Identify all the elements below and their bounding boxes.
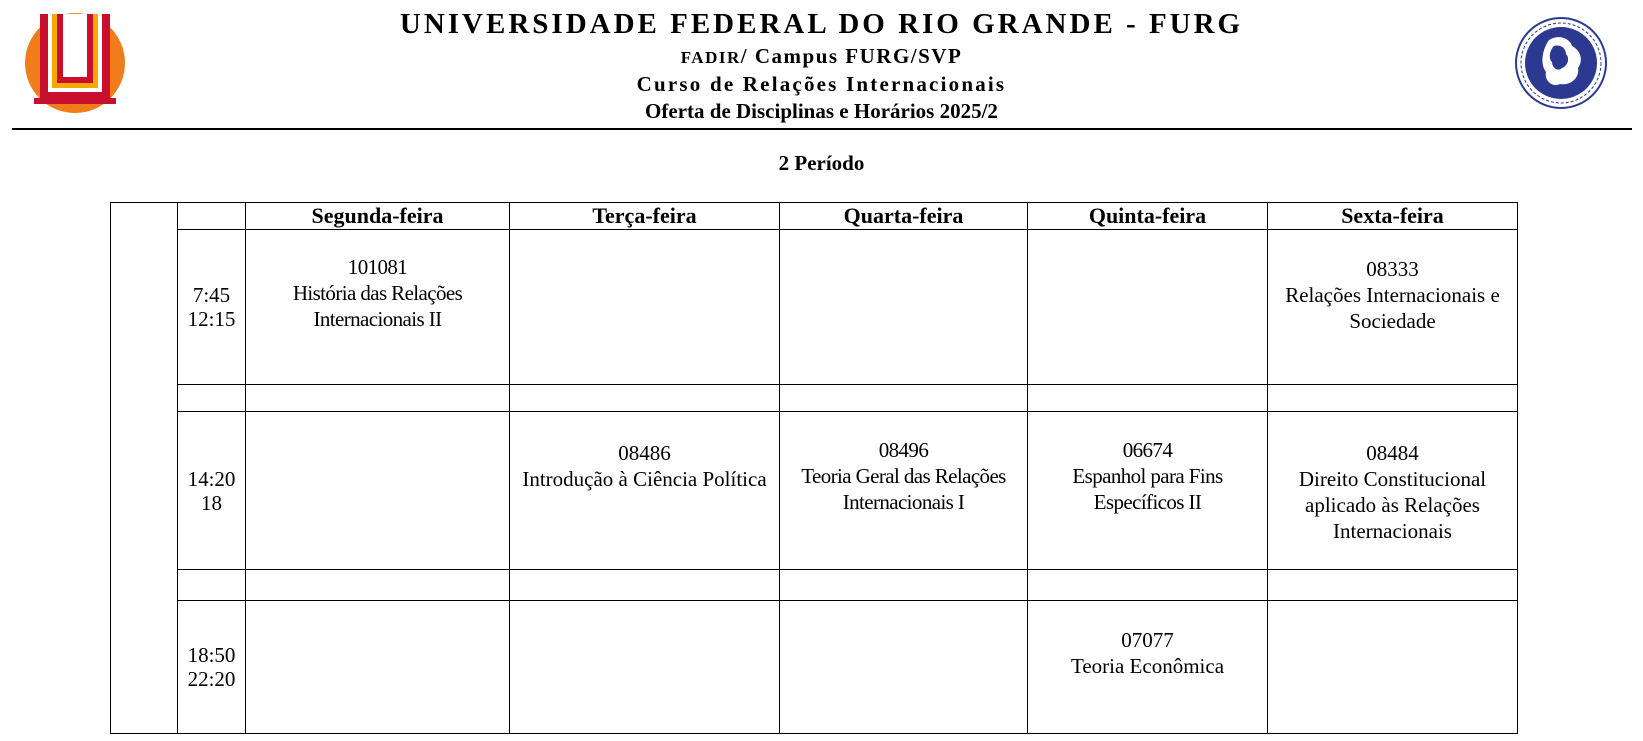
course-cell [780, 412, 1028, 570]
course-code: 08333 [1366, 257, 1419, 281]
course-name: Relações Internacionais e Sociedade [1285, 283, 1500, 333]
course-cell [510, 230, 780, 385]
time-end: 22:20 [187, 667, 236, 691]
course-name: História das Relações Internacionais II [292, 281, 463, 331]
campus-line [0, 44, 1643, 69]
course-cell [246, 412, 510, 570]
time-end: 18 [201, 490, 222, 515]
course-cell [246, 601, 510, 734]
day-header: Quarta-feira [780, 203, 1028, 230]
course-code: 06674 [1122, 438, 1173, 462]
time-start: 7:45 [192, 283, 231, 307]
course-code: 08484 [1366, 441, 1419, 465]
course-cell [246, 230, 510, 385]
spacer-row [111, 570, 1518, 601]
course-name: Teoria Econômica [1070, 654, 1225, 678]
course-code: 08496 [878, 438, 929, 462]
course-cell [1028, 412, 1268, 570]
offer-title: Oferta de Disciplinas e Horários 2025/2 [645, 99, 998, 123]
header-row [111, 203, 1518, 230]
campus-rest: / Campus FURG/SVP [740, 44, 963, 68]
course-title: Curso de Relações Internacionais [636, 72, 1007, 96]
slot-row-evening [111, 601, 1518, 734]
course-cell [1028, 601, 1268, 734]
day-header: Terça-feira [510, 203, 780, 230]
schedule-table [110, 202, 1518, 734]
course-code: 07077 [1121, 628, 1174, 652]
day-header: Segunda-feira [246, 203, 510, 230]
course-code: 08486 [618, 441, 671, 465]
course-name: Espanhol para Fins Específicos II [1072, 464, 1223, 514]
university-title: UNIVERSIDADE FEDERAL DO RIO GRANDE - FURG [399, 8, 1244, 40]
slot-row-afternoon [111, 412, 1518, 570]
day-header: Quinta-feira [1028, 203, 1268, 230]
course-cell [780, 601, 1028, 734]
time-start: 18:50 [187, 643, 236, 667]
course-cell [510, 412, 780, 570]
corner-cell [178, 203, 246, 230]
course-cell [510, 601, 780, 734]
period-side-column [111, 203, 178, 734]
course-name: Introdução à Ciência Política [522, 467, 767, 491]
slot-row-morning [111, 230, 1518, 385]
course-cell [1028, 230, 1268, 385]
time-end: 12:15 [187, 307, 236, 331]
time-cell [178, 230, 246, 385]
course-cell [1268, 230, 1518, 385]
spacer-row [111, 385, 1518, 412]
campus-prefix: FADIR [680, 48, 741, 67]
course-cell [1268, 601, 1518, 734]
course-name: Teoria Geral das Relações Internacionais I [801, 464, 1006, 514]
day-header: Sexta-feira [1268, 203, 1518, 230]
time-start: 14:20 [187, 466, 236, 491]
course-cell [780, 230, 1028, 385]
time-cell [178, 601, 246, 734]
course-name: Direito Constitucional aplicado às Relações Internacionais [1298, 467, 1487, 543]
time-cell [178, 412, 246, 570]
course-code: 101081 [347, 255, 408, 279]
header-divider [12, 128, 1632, 130]
period-title: 2 Período [778, 151, 865, 175]
course-cell [1268, 412, 1518, 570]
